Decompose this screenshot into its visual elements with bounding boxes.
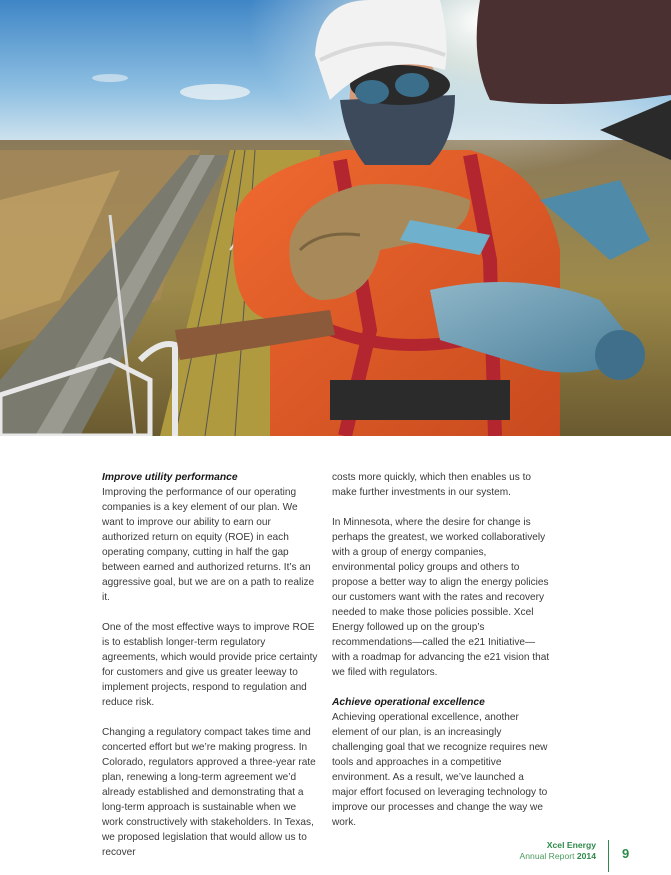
report-year: 2014	[576, 851, 596, 861]
company-name: Xcel Energy	[546, 840, 596, 850]
footer-brand	[520, 840, 596, 862]
paragraph: Achieving operational excellence, another element of our plan, is an increasingly challenging goal that we recognize requires new tools and approaches in a competitive environment. As a result, we’ve launched a major effort focused on leveraging technology to improve our processes and change the way we work.	[332, 712, 548, 828]
right-column	[332, 470, 550, 845]
report-label: Annual Report	[519, 851, 575, 861]
heading-improve-utility-performance: Improve utility performance	[102, 472, 238, 483]
hero-photo	[0, 0, 671, 436]
paragraph: Improving the performance of our operating companies is a key element of our plan. We want to improve our ability to earn our authorized return on equity (ROE) in each operating company, cutting in half the gap between earned and authorized returns. It’s an aggressive goal, but we are on a path to realize it.	[102, 487, 315, 603]
paragraph: One of the most effective ways to improve ROE is to establish longer-term regulatory agreements, which would provide price certainty for customers and give us greater leeway to implement projects, respond to regulation and reduce risk.	[102, 622, 318, 708]
report-title	[520, 851, 596, 861]
heading-achieve-operational-excellence: Achieve operational excellence	[332, 697, 485, 708]
lineworker-photo	[0, 0, 671, 436]
left-column	[102, 470, 320, 875]
page-number: 9	[622, 846, 630, 861]
paragraph: costs more quickly, which then enables us to make further investments in our system.	[332, 472, 531, 498]
paragraph: In Minnesota, where the desire for change is perhaps the greatest, we worked collaboratively with a group of energy companies, environmental policy groups and others to propose a better way to align the energy policies our customers want with the rates and recovery needed to make those policies possible. Xcel Energy followed up on the group’s recommendations—called the e21 Initiative—with a roadmap for advancing the e21 vision that we filed with regulators.	[332, 517, 550, 678]
paragraph: Changing a regulatory compact takes time and concerted effort but we’re making progress. In Colorado, regulators approved a three-year rate plan, renewing a long-term agreement we’d already established and demonstrating that a long-term approach is sustainable when we work constructively with stakeholders. In Texas, we proposed legislation that would allow us to recover	[102, 727, 316, 858]
footer-divider	[608, 840, 609, 872]
